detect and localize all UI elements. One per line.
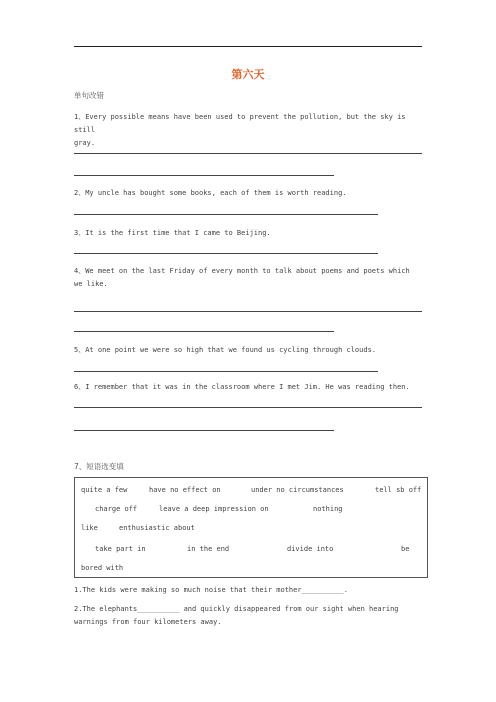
phrase: have no effect on	[149, 486, 221, 494]
answer-line[interactable]	[74, 214, 378, 215]
fill-2-line1: 2.The elephants__________ and quickly disappeared from our sight when hearing	[74, 605, 399, 613]
question-3: 3、It is the first time that I came to Beijing.	[74, 229, 271, 237]
section-7-heading: 7、短语选变填	[74, 462, 124, 471]
answer-line[interactable]	[74, 153, 422, 154]
phrase: charge off	[95, 505, 138, 513]
question-5: 5、At one point we were so high that we found us cycling through clouds.	[74, 346, 377, 354]
phrase: under no circumstances	[251, 486, 344, 494]
phrase: nothing	[313, 505, 343, 513]
answer-line[interactable]	[74, 430, 334, 431]
phrase-box	[74, 477, 428, 578]
answer-line[interactable]	[74, 253, 378, 254]
question-4-line2: we like.	[74, 280, 108, 288]
phrase: like	[81, 524, 98, 532]
header-rule	[74, 46, 422, 47]
question-6: 6、I remember that it was in the classroom where I met Jim. He was reading then.	[74, 383, 410, 391]
answer-line[interactable]	[74, 371, 378, 372]
phrase: tell sb off	[375, 486, 422, 494]
question-1-line2: gray.	[74, 139, 96, 147]
question-4-line1: 4、We meet on the last Friday of every month to talk about poems and poets which	[74, 267, 410, 275]
phrase: be	[401, 545, 410, 553]
phrase: bored with	[81, 564, 124, 572]
page-title: 第六天	[231, 68, 265, 81]
question-2: 2、My uncle has bought some books, each of them is worth reading.	[74, 189, 347, 197]
phrase: take part in	[95, 545, 146, 553]
fill-1: 1.The kids were making so much noise that their mother__________.	[74, 586, 348, 594]
answer-line[interactable]	[74, 311, 422, 312]
phrase: divide into	[287, 545, 334, 553]
question-4	[74, 265, 424, 291]
answer-line[interactable]	[74, 407, 422, 408]
answer-line[interactable]	[74, 331, 334, 332]
section-heading: 单句改错	[74, 91, 104, 100]
phrase: quite a few	[81, 486, 128, 494]
phrase: leave a deep impression on	[159, 505, 269, 513]
phrase: enthusiastic about	[119, 524, 195, 532]
phrase: in the end	[187, 545, 230, 553]
answer-line[interactable]	[74, 175, 334, 176]
question-1-line1: 1、Every possible means have been used to prevent the pollution, but the sky is still	[74, 113, 406, 134]
question-1	[74, 111, 424, 150]
fill-2	[74, 603, 424, 629]
fill-2-line2: warnings from four kilometers away.	[74, 618, 222, 626]
